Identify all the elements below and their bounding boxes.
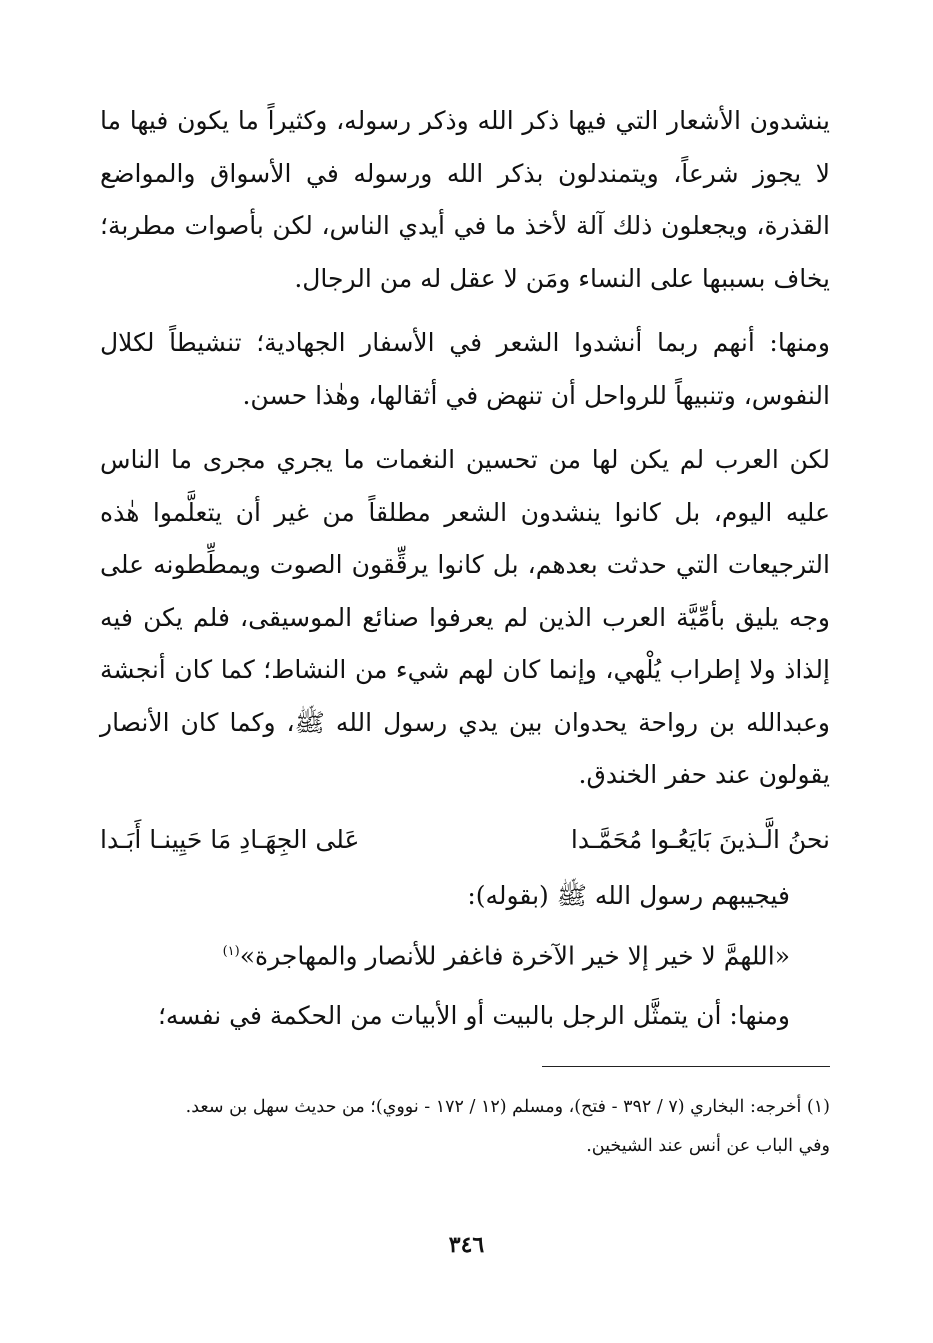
- poem-verse: [100, 814, 830, 866]
- last-line: ومنها: أن يتمثَّل الرجل بالبيت أو الأبيات من الحكمة في نفسه؛: [157, 1000, 790, 1030]
- footnote-2: وفي الباب عن أنس عند الشيخين.: [586, 1136, 830, 1156]
- footnote-marker: (١): [222, 943, 240, 959]
- footnotes: [100, 1088, 830, 1166]
- footnote-divider: [542, 1066, 830, 1067]
- footnote-1: (١) أخرجه: البخاري (٧ / ٣٩٢ - فتح)، ومسلم (١٢ / ١٧٢ - نووي)؛ من حديث سهل بن سعد.: [185, 1097, 830, 1117]
- prophetic-quote: [100, 926, 790, 982]
- poem-first-hemistich: نحنُ الَّـذينَ بَايَعُـوا مُحَمَّـدا: [570, 824, 830, 854]
- poem-second-hemistich: عَلى الجِهَـادِ مَا حَيِينـا أَبَـدا: [100, 824, 360, 854]
- paragraph-3: لكن العرب لم يكن لها من تحسين النغمات ما يجري مجرى ما الناس عليه اليوم، بل كانوا ينشدون الشعر مطلقاً من غير أن يتعلَّموا هٰذه الترجيعات التي حدثت بعدهم، بل كانوا يرقِّقون الصوت ويمطِّطونه على وجه يليق بأمِّيَّة العرب الذين لم يعرفوا صنائع الموسيقى، فلم يكن فيه إلذاذ ولا إطراب يُلْهي، وإنما كان لهم شيء من النشاط؛ كما كان أنجشة وعبدالله بن رواحة يحدوان بين يدي رسول الله ﷺ، وكما كان الأنصار يقولون عند حفر الخندق.: [100, 445, 831, 789]
- paragraph-1: ينشدون الأشعار التي فيها ذكر الله وذكر رسوله، وكثيراً ما يكون فيها ما لا يجوز شرعاً، ويتمندلون بذكر الله ورسوله في الأسواق والمواضع القذرة، ويجعلون ذلك آلة لأخذ ما في أيدي الناس، لكن بأصوات مطربة؛ يخاف بسببها على النساء ومَن لا عقل له من الرجال.: [100, 106, 830, 293]
- page-number: ٣٤٦: [448, 1232, 485, 1258]
- quote-text: «اللهمَّ لا خير إلا خير الآخرة فاغفر للأنصار والمهاجرة»: [239, 940, 790, 970]
- main-text: [100, 95, 830, 1042]
- paragraph-2: ومنها: أنهم ربما أنشدوا الشعر في الأسفار الجهادية؛ تنشيطاً لكلال النفوس، وتنبيهاً للرواحل أن تنهض في أثقالها، وهٰذا حسن.: [100, 328, 830, 410]
- intro-line: فيجيبهم رسول الله ﷺ (بقوله):: [467, 880, 790, 910]
